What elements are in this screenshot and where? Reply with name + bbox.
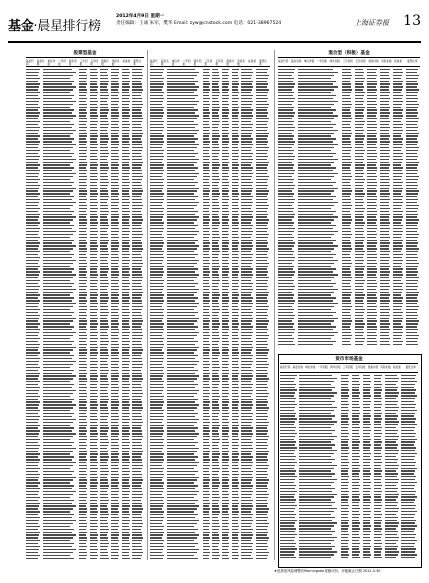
column-header: 基金代码	[26, 60, 34, 66]
column-header: 风险系数	[380, 366, 391, 369]
cell-text	[355, 344, 363, 345]
cell-text	[374, 557, 382, 558]
table-row	[150, 557, 270, 560]
column-header: 基金名称	[36, 60, 45, 66]
column-header: 标准差	[122, 60, 131, 63]
column-header: 一年回报	[317, 366, 328, 369]
column-header: 两年回报	[193, 60, 202, 66]
cell-text	[256, 558, 267, 559]
column-header: 两年回报	[329, 60, 340, 63]
cell-text	[380, 344, 390, 345]
column-header: 基金代码	[278, 60, 289, 63]
cell-text	[385, 557, 397, 558]
column-header: 一年回报	[58, 60, 66, 66]
column-header: 标准差	[248, 60, 256, 63]
cell-text	[26, 558, 38, 559]
column-header: 三年回报	[342, 60, 353, 63]
cell-text	[150, 558, 163, 559]
column-header: 两年回报	[68, 60, 77, 66]
issue-date: 2012年4月9日 星期一	[116, 14, 165, 19]
cell-text	[342, 344, 352, 345]
column-header: 基金代码	[280, 366, 291, 369]
column-header: 五年回报	[355, 60, 366, 63]
column-header: 晨星评级	[368, 60, 379, 63]
money-market-title: 货币市场基金	[280, 356, 418, 364]
cell-text	[222, 558, 229, 559]
column-header: 三年回报	[79, 60, 88, 66]
column-header: 夏普比率	[405, 366, 416, 369]
cell-text	[299, 557, 330, 558]
column-header: 五年回报	[355, 366, 366, 369]
equity-fund-title-continued	[150, 50, 270, 58]
cell-text	[100, 558, 108, 559]
column-header: 风险系数	[237, 60, 246, 66]
column-header: 基金名称	[290, 60, 302, 63]
cell-text	[122, 558, 130, 559]
column-header: 标准差	[392, 366, 401, 369]
column-header: 五年回报	[215, 60, 224, 66]
cell-text	[406, 344, 418, 345]
rating-footnote: ★是晨星风险调整后Morningstar星级评价，评级截止日期 2012-3-30	[274, 569, 381, 573]
header-rule	[8, 41, 421, 43]
column-header-row	[26, 59, 144, 67]
column-header: 基金名称	[160, 60, 169, 66]
column-header: 风险系数	[381, 60, 392, 63]
table-row	[280, 556, 418, 559]
equity-fund-column-2	[150, 50, 270, 559]
money-market-rows	[280, 374, 418, 559]
column-header-row	[280, 365, 418, 373]
section-subtitle: ·晨星排行榜	[33, 19, 101, 34]
column-header: 夏普比率	[407, 60, 418, 63]
page-number: 13	[403, 13, 421, 29]
cell-text	[393, 344, 402, 345]
issue-info	[116, 13, 281, 27]
column-header: 晨星评级	[101, 60, 109, 66]
cell-text	[212, 558, 219, 559]
column-header: 三年回报	[342, 366, 354, 369]
cell-text	[232, 558, 238, 559]
section-title	[8, 15, 101, 34]
money-market-column	[280, 356, 418, 559]
mixed-fund-title: 混合型（积极）基金	[278, 50, 420, 58]
column-header: 单位净值	[303, 60, 315, 63]
column-header: 五年回报	[90, 60, 99, 66]
column-header-row	[278, 59, 420, 67]
column-header: 夏普比率	[259, 60, 267, 66]
column-divider	[147, 50, 148, 560]
cell-text	[43, 558, 75, 559]
column-header: 夏普比率	[133, 60, 142, 66]
column-header: 单位净值	[305, 366, 316, 369]
column-header: 单位净值	[171, 60, 180, 66]
cell-text	[111, 558, 118, 559]
cell-text	[363, 557, 370, 558]
table-row	[278, 343, 420, 346]
table-row	[26, 557, 144, 560]
cell-text	[367, 344, 376, 345]
column-header: 三年回报	[204, 60, 213, 66]
column-divider	[274, 50, 275, 560]
column-header: 单位净值	[47, 60, 56, 66]
cell-text	[298, 344, 333, 345]
column-header: 基金名称	[292, 366, 303, 369]
cell-text	[132, 558, 141, 559]
editor-line: 责任编辑：王诚 朱军，樊华 Email: zyw@cnstock.com 电话：021-38967524	[116, 21, 282, 26]
column-header: 晨星评级	[367, 366, 379, 369]
equity-fund-column-1	[26, 50, 144, 559]
cell-text	[341, 557, 349, 558]
section-name: 基金	[8, 19, 34, 34]
cell-text	[352, 557, 360, 558]
page-header	[8, 8, 421, 38]
cell-text	[401, 557, 415, 558]
column-header: 两年回报	[330, 366, 341, 369]
equity-fund-rows-continued	[150, 68, 270, 559]
equity-fund-title: 股票型基金	[26, 50, 144, 58]
column-header: 一年回报	[316, 60, 328, 63]
column-header: 标准差	[394, 60, 402, 63]
column-header: 风险系数	[111, 60, 120, 66]
equity-fund-rows	[26, 68, 144, 559]
cell-text	[79, 558, 86, 559]
mixed-fund-column	[278, 50, 420, 346]
cell-text	[241, 558, 253, 559]
column-header: 一年回报	[182, 60, 191, 66]
cell-text	[203, 558, 209, 559]
cell-text	[278, 344, 295, 345]
mixed-fund-rows	[278, 68, 420, 346]
newspaper-name: 上海证券报	[354, 19, 389, 27]
column-header-row	[150, 59, 270, 67]
column-header: 晨星评级	[226, 60, 235, 66]
column-header: 基金代码	[150, 60, 158, 66]
cell-text	[280, 557, 296, 558]
cell-text	[167, 558, 198, 559]
cell-text	[90, 558, 98, 559]
